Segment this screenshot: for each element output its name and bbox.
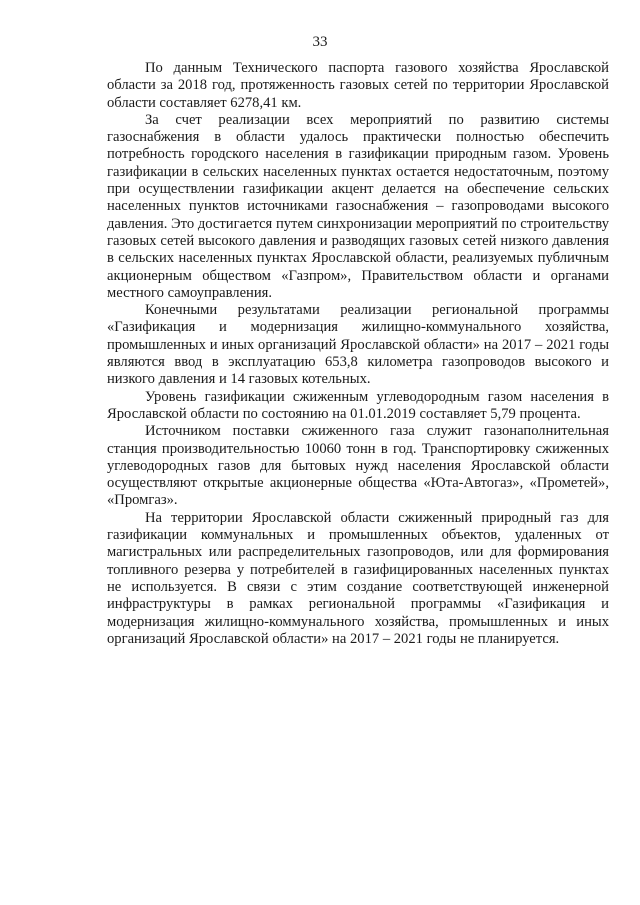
paragraph-lpg-gasification-level: Уровень газификации сжиженным углеводородным газом населения в Ярославской области по состоянию на 01.01.2019 составляет 5,79 процента.: [107, 388, 609, 422]
document-body: [107, 60, 609, 648]
paragraph-gas-supply-development: За счет реализации всех мероприятий по развитию системы газоснабжения в области удалось практически полностью обеспечить потребность городского населения в газификации природным газом. Уровень газификации в сельских населенных пунктах остается недостаточным, поэтому при осуществлении газификации акцент делается на обеспечение сельских населенных пунктов источниками газоснабжения – газопроводами высокого давления. Это достигается путем синхронизации мероприятий по строительству газовых сетей высокого давления и разводящих газовых сетей низкого давления в сельских населенных пунктах Ярославской области, реализуемых публичным акционерным обществом «Газпром», Правительством области и органами местного самоуправления.: [107, 111, 609, 301]
paragraph-program-results: Конечными результатами реализации региональной программы «Газификация и модернизация жилищно-коммунального хозяйства, промышленных и иных организаций Ярославской области» на 2017 – 2021 годы являются ввод в эксплуатацию 653,8 километра газопроводов высокого и низкого давления и 14 газовых котельных.: [107, 302, 609, 388]
paragraph-lng-usage: На территории Ярославской области сжиженный природный газ для газификации коммунальных и промышленных объектов, удаленных от магистральных или распределительных газопроводов, или для формирования топливного резерва у потребителей в газифицированных населенных пунктах не используется. В связи с этим создание соответствующей инженерной инфраструктуры в рамках региональной программы «Газификация и модернизация жилищно-коммунального хозяйства, промышленных и иных организаций Ярославской области» на 2017 – 2021 годы не планируется.: [107, 509, 609, 647]
paragraph-gas-network-length: По данным Технического паспорта газового хозяйства Ярославской области за 2018 год, протяженность газовых сетей по территории Ярославской области составляет 6278,41 км.: [107, 60, 609, 111]
page-number: 33: [312, 34, 328, 50]
paragraph-lpg-supply-source: Источником поставки сжиженного газа служит газонаполнительная станция производительностью 10060 тонн в год. Транспортировку сжиженных углеводородных газов для бытовых нужд населения Ярославской области осуществляют открытые акционерные общества «Юта-Автогаз», «Прометей», «Промгаз».: [107, 423, 609, 509]
